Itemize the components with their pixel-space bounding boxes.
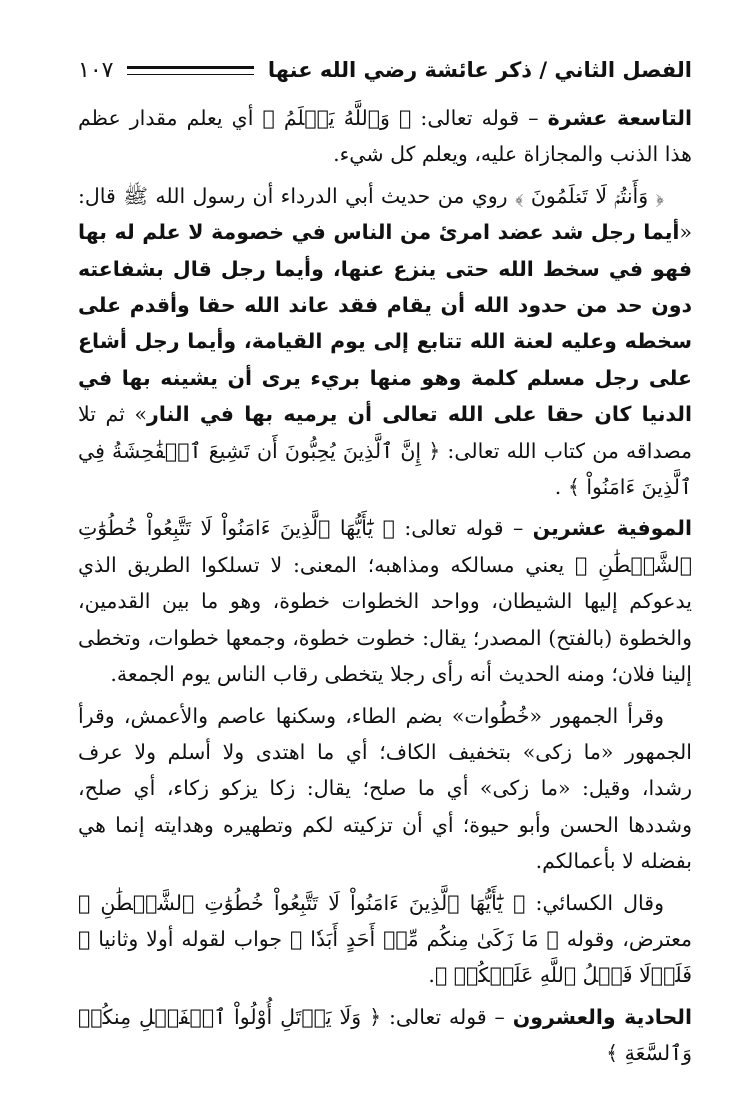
quran-quote: ﴿ يَٰٓأَيُّهَا ٱلَّذِينَ ءَامَنُواْ لَا تَتَّبِعُواْ خُطُوَٰتِ ٱلشَّيۡطَٰنِ ﴾ [78,890,526,915]
body-text: » ثم تلا مصداقه من كتاب الله تعالى: [78,402,692,463]
body-text: أي يعلم مقدار عظم هذا الذنب والمجازاة عليه، ويعلم كل شيء. [78,106,692,167]
section-heading: الحادية والعشرون [512,1004,692,1029]
paragraph-hadith [78,178,692,506]
body-text: . [554,475,568,500]
paragraph-21 [78,999,692,1072]
paragraph-kisai [78,885,692,994]
quran-quote: ﴿ مَا زَكَىٰ مِنكُم مِّنۡ أَحَدٍ أَبَدٗا ﴾ [289,926,559,951]
section-heading: الموفية عشرين [532,516,692,541]
quran-quote: ﴿ وَٱللَّهُ يَعۡلَمُ ﴾ [262,106,412,130]
body-text: روي من حديث أبي الدرداء أن رسول الله ﷺ قال: « [78,183,692,245]
page-number: ١٠٧ [78,57,114,83]
body-text: . [428,963,435,988]
header-rule [127,66,253,75]
body-text: وقال الكسائي: [525,890,664,915]
body-text: وقرأ الجمهور «خُطُوات» بضم الطاء، وسكنها عاصم والأعمش، وقرأ الجمهور «ما زكى» بتخفيف الكاف؛ أي ما اهتدى ولا أسلم ولا عرف رشدا، وقيل: «ما زكى» أي ما صلح؛ يقال: زكا يزكو زكاء، أي صلح، وشددها الحسن وأبو حيوة؛ أي أن تزكيته لكم وتطهيره وهدايته إنما هي بفضله لا بأعمالكم. [78,703,692,874]
body-text: – قوله تعالى: [381,1004,513,1029]
paragraph-20 [78,510,692,692]
paragraph-19 [78,100,692,173]
page-header [78,50,692,90]
body-text: يعني مسالكه ومذاهبه؛ المعنى: لا تسلكوا الطريق الذي يدعوكم إليها الشيطان، وواحد الخطوات خطوة، وهو ما بين القدمين، والخطوة (بالفتح) المصدر؛ يقال: خطوت خطوة، وجمعها خطوات، وتخطى إلينا فلان؛ ومنه الحديث أنه رأى رجلا يتخطى رقاب الناس يوم الجمعة. [78,552,692,687]
hadith-text: أيما رجل شد عضد امرئ من الناس في خصومة لا علم له بها فهو في سخط الله حتى ينزع عنها، وأيما رجل قال بشفاعته دون حد من حدود الله أن يقام فقد عاند الله حقا وأقدم على سخطه وعليه لعنة الله تتابع إلى يوم القيامة، وأيما رجل أشاع على رجل مسلم كلمة وهو منها بريء يرى أن يشينه بها في الدنيا كان حقا على الله تعالى أن يرميه بها في النار [78,220,692,427]
quran-quote: ﴿ يَٰٓأَيُّهَا ٱلَّذِينَ ءَامَنُواْ لَا تَتَّبِعُواْ خُطُوَٰتِ ٱلشَّيۡطَٰنِ ﴾ [78,516,692,577]
quran-quote: ﴿ إِنَّ ٱلَّذِينَ يُحِبُّونَ أَن تَشِيعَ ٱلۡفَٰحِشَةُ فِي ٱلَّذِينَ ءَامَنُواْ ﴾ [78,438,692,500]
quran-quote: ﴿ وَأَنتُمۡ لَا تَعۡلَمُونَ ﴾ [514,183,664,208]
quran-quote: ﴿ فَلَوۡلَا فَضۡلُ ٱللَّهِ عَلَيۡكُمۡ ﴾ [78,926,692,988]
quran-quote: ﴿ وَلَا يَأۡتَلِ أُوْلُواْ ٱلۡفَضۡلِ مِنكُمۡ وَٱلسَّعَةِ ﴾ [78,1004,692,1066]
paragraph-readings [78,698,692,880]
section-heading: التاسعة عشرة [547,106,692,130]
body-text: جواب لقوله أولا وثانيا [90,926,290,951]
body-text: – قوله تعالى: [411,106,548,130]
body-text: – قوله تعالى: [394,516,533,541]
body-text: معترض، وقوله [558,926,692,951]
page-body [78,100,692,1072]
running-title: الفصل الثاني / ذكر عائشة رضي الله عنها [267,58,692,82]
